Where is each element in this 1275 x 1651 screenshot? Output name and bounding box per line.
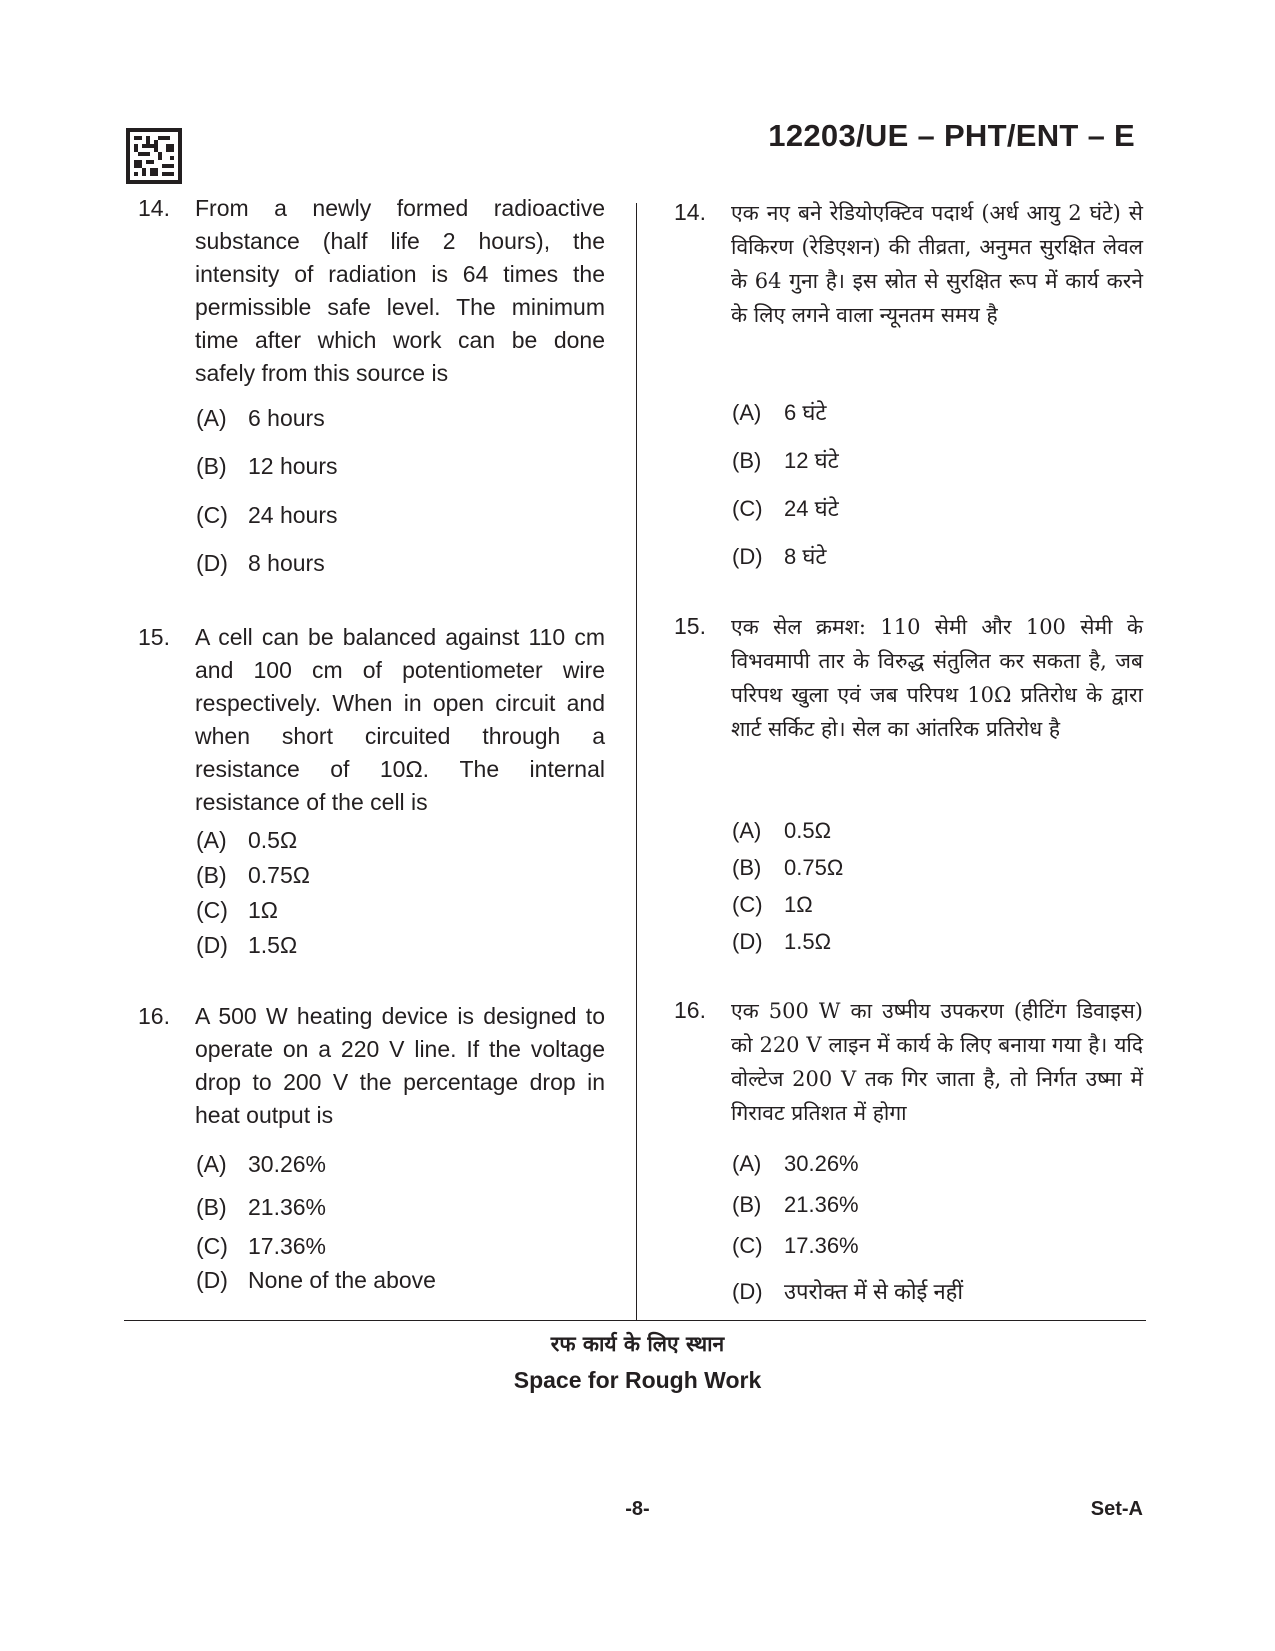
question-number: 14. [674, 199, 706, 225]
option-c: (C) 1Ω [196, 897, 278, 923]
option-a: (A) 30.26% [196, 1151, 327, 1177]
footer-divider [124, 1320, 1146, 1321]
option-d: (D) 1.5Ω [196, 932, 298, 958]
option-d: (D) 8 घंटे [732, 544, 827, 569]
paper-code: 12203/UE – PHT/ENT – E [768, 118, 1135, 153]
question-text: A cell can be balanced against 110 cm and 100 cm of potentiometer wire respectively. When in open circuit and when short circuited through a resistance of 10Ω. The internal resistance of the cell is [195, 624, 605, 815]
option-a: (A) 30.26% [732, 1151, 859, 1176]
question-text: एक सेल क्रमश: 110 सेमी और 100 सेमी के विभवमापी तार के विरुद्ध संतुलित कर सकता है, जब परिपथ खुला एवं जब परिपथ 10Ω प्रतिरोध के द्वारा शार्ट सर्किट हो। सेल का आंतरिक प्रतिरोध है [731, 615, 1143, 741]
option-c: (C) 17.36% [196, 1233, 327, 1259]
question-number: 15. [138, 624, 170, 650]
option-b: (B) 0.75Ω [196, 862, 310, 888]
option-d: (D) उपरोक्त में से कोई नहीं [732, 1279, 964, 1304]
option-d: (D) 8 hours [196, 550, 325, 576]
option-b: (B) 21.36% [196, 1194, 327, 1220]
option-d: (D) None of the above [196, 1267, 436, 1293]
option-c: (C) 1Ω [732, 892, 813, 917]
question-number: 16. [138, 1003, 170, 1029]
page-number: -8- [625, 1498, 650, 1520]
question-text: A 500 W heating device is designed to operate on a 220 V line. If the voltage drop to 200 V the percentage drop in heat output is [195, 1003, 605, 1128]
option-c: (C) 17.36% [732, 1233, 859, 1258]
option-b: (B) 12 hours [196, 453, 338, 479]
question-text: एक 500 W का उष्मीय उपकरण (हीटिंग डिवाइस) को 220 V लाइन में कार्य के लिए बनाया गया है। यदि वोल्टेज 200 V तक गिर जाता है, तो निर्गत उष्मा में गिरावट प्रतिशत में होगा [731, 999, 1143, 1125]
option-d: (D) 1.5Ω [732, 929, 832, 954]
option-a: (A) 0.5Ω [196, 827, 298, 853]
question-number: 16. [674, 997, 706, 1023]
option-c: (C) 24 hours [196, 502, 338, 528]
rough-work-heading-en: Space for Rough Work [513, 1367, 762, 1393]
option-b: (B) 12 घंटे [732, 448, 839, 473]
option-a: (A) 6 hours [196, 405, 325, 431]
option-c: (C) 24 घंटे [732, 496, 839, 521]
option-b: (B) 0.75Ω [732, 855, 844, 880]
option-a: (A) 0.5Ω [732, 818, 832, 843]
column-divider [636, 203, 637, 1321]
qr-code [126, 128, 182, 184]
rough-work-heading-hi: रफ कार्य के लिए स्थान [550, 1331, 725, 1356]
option-b: (B) 21.36% [732, 1192, 859, 1217]
question-number: 14. [138, 195, 170, 221]
question-text: एक नए बने रेडियोएक्टिव पदार्थ (अर्ध आयु 2 घंटे) से विकिरण (रेडिएशन) की तीव्रता, अनुमत सुरक्षित लेवल के 64 गुना है। इस स्रोत से सुरक्षित रूप में कार्य करने के लिए लगने वाला न्यूनतम समय है [731, 201, 1143, 327]
set-label: Set-A [1090, 1498, 1143, 1520]
option-a: (A) 6 घंटे [732, 400, 827, 425]
question-number: 15. [674, 613, 706, 639]
question-text: From a newly formed radioactive substance (half life 2 hours), the intensity of radiation is 64 times the permissible safe level. The minimum time after which work can be done safely from this source is [195, 195, 605, 386]
